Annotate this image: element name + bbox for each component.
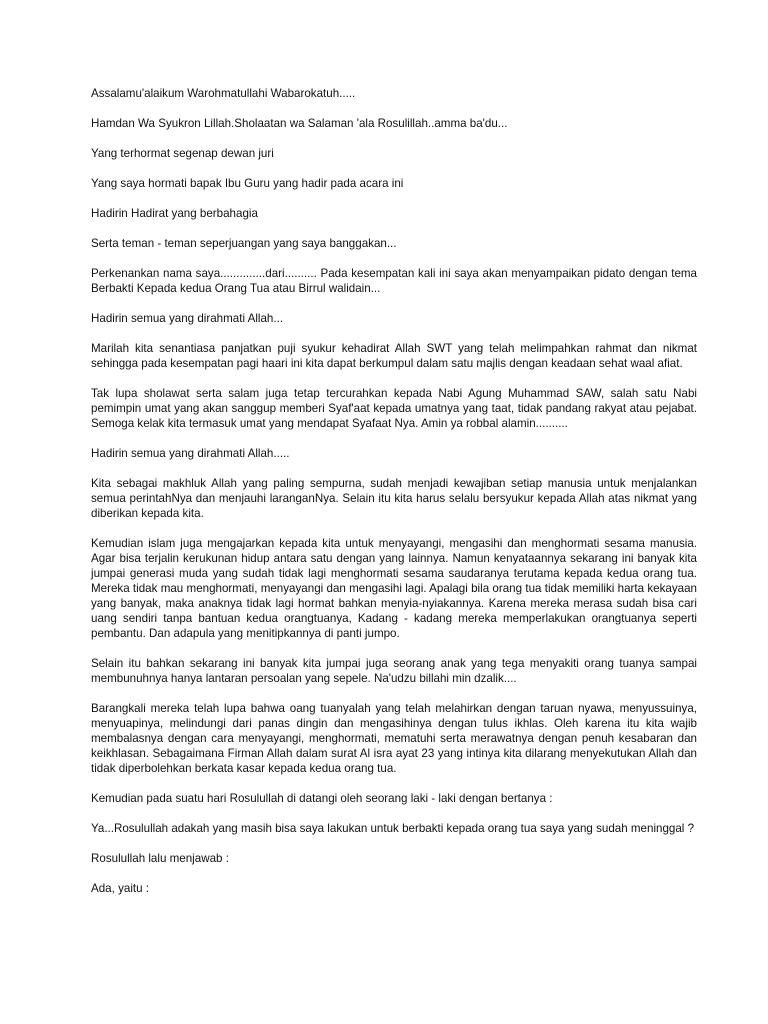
paragraph-introduction: Perkenankan nama saya..............dari.......... Pada kesempatan kali ini saya akan menyampaikan pidato dengan tema Berbakti Kepada kedua Orang Tua atau Birrul walidain... xyxy=(91,267,697,295)
paragraph-islam-teaches: Kemudian islam juga mengajarkan kepada kita untuk menyayangi, mengasihi dan menghormati sesama manusia. Agar bisa terjalin kerukunan hidup antara satu dengan yang lainnya. Namun kenyataannya sekarang ini banyak kita jumpai generasi muda yang sudah tidak lagi menghormati sesama saudaranya terutama kepada kedua orang tua. Mereka tidak mau menghormati, menyayangi dan mengasihi lagi. Apalagi bila orang tua tidak memiliki harta kekayaan yang banyak, maka anaknya tidak lagi hormat bahkan menyia-nyiakannya. Karena mereka merasa sudah bisa cari uang sendiri tanpa bantuan kedua orangtuanya, Kadang - kadang mereka memperlakukan orangtuanya seperti pembantu. Dan adapula yang menitipkannya di panti jumpo. xyxy=(91,537,697,640)
paragraph-question: Ya...Rosulullah adakah yang masih bisa saya lakukan untuk berbakti kepada orang tua saya yang sudah meninggal ? xyxy=(91,822,695,835)
paragraph-audience-call-1: Hadirin semua yang dirahmati Allah... xyxy=(91,312,284,325)
paragraph-opening-praise: Hamdan Wa Syukron Lillah.Sholaatan wa Salaman 'ala Rosulillah..amma ba'du... xyxy=(91,117,508,130)
paragraph-sholawat: Tak lupa sholawat serta salam juga tetap tercurahkan kepada Nabi Agung Muhammad SAW, salah satu Nabi pemimpin umat yang akan sanggup memberi Syaf'aat kepada umatnya yang taat, tidak pandang rakyat atau pejabat. Semoga kelak kita termasuk umat yang mendapat Syafaat Nya. Amin ya robbal alamin.......... xyxy=(91,387,697,430)
paragraph-answer-intro: Rosulullah lalu menjawab : xyxy=(91,852,229,865)
paragraph-obligation: Kita sebagai makhluk Allah yang paling sempurna, sudah menjadi kewajiban setiap manusia untuk menjalankan semua perintahNya dan menjauhi laranganNya. Selain itu kita harus selalu bersyukur kepada Allah atas nikmat yang diberikan kepada kita. xyxy=(91,477,697,520)
paragraph-gratitude: Marilah kita senantiasa panjatkan puji syukur kehadirat Allah SWT yang telah melimpahkan rahmat dan nikmat sehingga pada kesempatan pagi haari ini kita dapat berkumpul dalam satu majlis dengan keadaan sehat waal afiat. xyxy=(91,342,697,370)
paragraph-greeting: Assalamu'alaikum Warohmatullahi Wabarokatuh..... xyxy=(91,87,356,100)
paragraph-hurting-parents: Selain itu bahkan sekarang ini banyak kita jumpai juga seorang anak yang tega menyakiti orang tuanya sampai membunuhnya hanya lantaran persoalan yang sepele. Na'udzu billahi min dzalik.... xyxy=(91,657,697,685)
paragraph-address-jury: Yang terhormat segenap dewan juri xyxy=(91,147,274,160)
paragraph-audience-call-2: Hadirin semua yang dirahmati Allah..... xyxy=(91,447,290,460)
paragraph-story-intro: Kemudian pada suatu hari Rosulullah di datangi oleh seorang laki - laki dengan bertanya : xyxy=(91,792,553,805)
paragraph-address-friends: Serta teman - teman seperjuangan yang saya banggakan... xyxy=(91,237,397,250)
paragraph-address-audience: Hadirin Hadirat yang berbahagia xyxy=(91,207,258,220)
document-body xyxy=(91,86,697,911)
paragraph-address-teachers: Yang saya hormati bapak Ibu Guru yang hadir pada acara ini xyxy=(91,177,404,190)
paragraph-forgetting-parents: Barangkali mereka telah lupa bahwa oang tuanyalah yang telah melahirkan dengan taruan nyawa, menyussuinya, menyuapinya, melindungi dari panas dingin dan mengasihinya dengan tulus ikhlas. Oleh karena itu kita wajib membalasnya dengan cara menyayangi, menghormati, mematuhi serta merawatnya dengan penuh kesabaran dan keikhlasan. Sebagaimana Firman Allah dalam surat Al isra ayat 23 yang intinya kita dilarang menyekutukan Allah dan tidak diperbolehkan berkata kasar kepada kedua orang tua. xyxy=(91,702,697,775)
paragraph-answer: Ada, yaitu : xyxy=(91,882,150,895)
